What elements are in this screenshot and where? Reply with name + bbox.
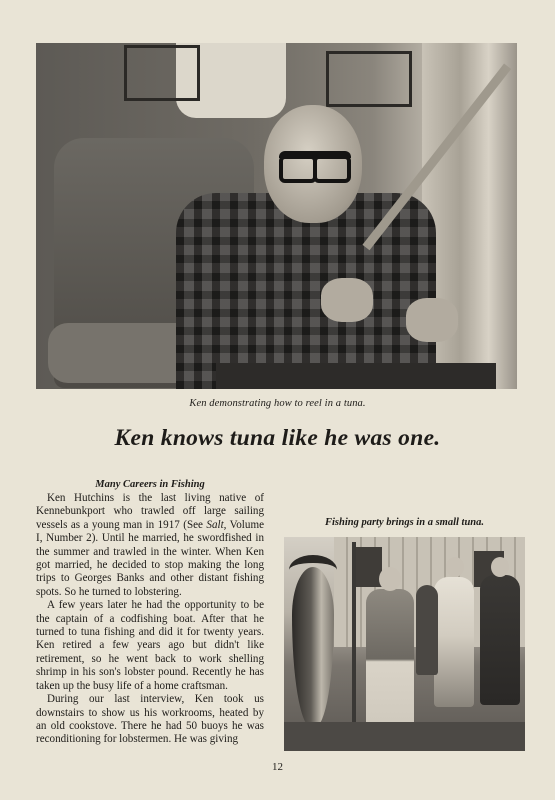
photo-caption-top: Ken demonstrating how to reel in a tuna.: [189, 398, 366, 409]
photo-man-reeling-tuna: [36, 43, 517, 389]
paragraph-2: A few years later he had the opportunity to be the captain of a codfishing boat. After that he turned to tuna fishing and did it for twenty years. Ken retired a few years ago but didn't like retirement, so he went back to work shelling shrimp in his son's lobster pound. Recently he has taken up the busy life of a home craftsman.: [36, 599, 264, 692]
paragraph-1: [36, 492, 264, 599]
page-number: 12: [272, 761, 283, 773]
photo-window: [354, 547, 382, 587]
photo-man-face: [446, 557, 464, 577]
article-column-left: [36, 479, 264, 747]
photo-boy-face: [379, 567, 401, 591]
photo-trousers: [216, 363, 496, 389]
article-subhead: Many Careers in Fishing: [95, 479, 205, 490]
photo-boy: [366, 589, 414, 729]
article-body: [36, 492, 264, 747]
paragraph-3: During our last interview, Ken took us downstairs to show us his workrooms, heated by an old cookstove. There he had 50 buoys he was reconditioning for lobstermen. He was giving: [36, 693, 264, 746]
photo-hand: [406, 298, 458, 342]
photo-man-dark-jacket: [480, 575, 520, 705]
photo-bystander: [416, 585, 438, 675]
photo-rod-pole: [352, 542, 356, 722]
photo-eyeglasses: [279, 151, 351, 180]
photo-fishing-party: [284, 537, 525, 751]
photo-ground: [284, 722, 525, 751]
paragraph-1-text-b: Volume I, Number 2). Until he married, he swordfished in the summer and trawled in the winter. When Ken got married, he decided to stop making the long trips to Georges Banks and other distant fishing spots. So he turned to lobstering.: [36, 518, 264, 598]
photo-caption-right: Fishing party brings in a small tuna.: [324, 517, 484, 528]
photo-picture-frame: [326, 51, 412, 107]
paragraph-1-text-a: Ken Hutchins is the last living native of Kennebunkport who trawled off large sailing vessels as a young man in 1917 (See: [36, 492, 264, 531]
salt-title: Salt,: [206, 518, 227, 531]
photo-hand: [321, 278, 373, 322]
photo-picture-frame: [124, 45, 200, 101]
photo-man-white-shirt: [434, 577, 474, 707]
photo-man-face: [491, 557, 509, 577]
article-headline: Ken knows tuna like he was one.: [114, 425, 441, 451]
